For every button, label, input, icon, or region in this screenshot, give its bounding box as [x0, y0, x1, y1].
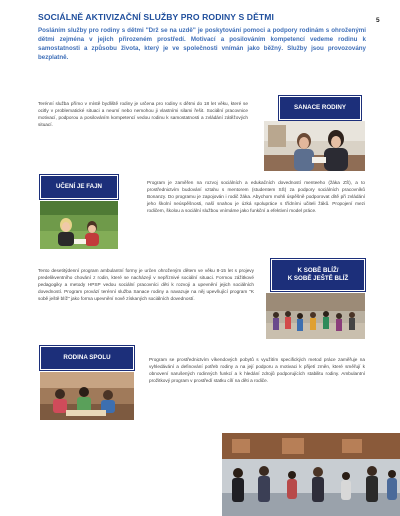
ksobe-text: Tento desetitýdenní program ambulantní formy je určen ohroženým dětem ve věku 8-15 let s projevy predelikventního chování z rodin, které se nacházejí v nepříznivé sociální situaci. Formou zážitkové pedagogiky a metody HPSP vedou sociální pracovníci děti k rozvoji a upevnění jejich sociálních dovedností. Program provází terénní služba Sanace rodiny a navazuje na něj upevňující program "K sobě ještě blíž" jako forma upevnění nově získaných sociálních dovedností.	[38, 268, 254, 301]
family-outdoor-photo	[222, 433, 400, 516]
page-title: SOCIÁLNĚ AKTIVIZAČNÍ SLUŽBY PRO RODINY S DĚTMI	[38, 12, 275, 22]
sanace-badge: SANACE RODINY	[279, 96, 361, 120]
page-number: 5	[376, 17, 380, 24]
uceni-badge: UČENÍ JE FAJN	[40, 175, 118, 199]
rodina-text: Program se prostřednictvím víkendových pobytů s využitím specifických metod práce zaměřuje na vyhledávání a definování potřeb rodiny a na její podporu a motivaci k přijetí změn, které směřují k obnovení narušených rodinných funkcí a k hledání zdrojů podporujících stabilitu rodiny. Ambulantní prožitkový program v prostředí statku cílí na děti a rodiče.	[149, 357, 365, 383]
ksobe-badge-line2: K SOBĚ JEŠTĚ BLÍŽ	[287, 275, 349, 282]
ksobe-photo	[266, 293, 365, 339]
rodina-photo	[40, 372, 134, 420]
rodina-badge: RODINA SPOLU	[40, 346, 134, 370]
intro-paragraph: Posláním služby pro rodiny s dětmi "Drž se na uzdě" je poskytování pomoci a podpory rodinám s ohroženými dětmi zejména v jejich přirozeném prostředí. Motivací a posilováním kompetencí vedeme rodinu k samostatnosti a způsobu života, který je ve společnosti vnímán jako běžný. Služby jsou provozovány bezplatně.	[38, 27, 366, 61]
ksobe-badge-line1: K SOBĚ BLÍŽ/	[297, 267, 339, 274]
uceni-text: Program je zaměřen na rozvoj sociálních a edukačních dovedností menteeho (žáka ZŠ), a to prostřednictvím budování vztahu s mentorem (studentem SŠ) za podpory sociálních pracovníků Bonanzy. Do programu je zapojován i rodič žáka. Abychom mohli úspěšně podporovat dítě při zvládání jeho školní neúspěšnosti, naší snahou je úzká spolupráce s třídními učiteli žáků. Propojení mezi rodičem, školou a sociální službou vnímáme jako funkční a efektivní model práce.	[147, 180, 365, 213]
ksobe-badge	[271, 259, 365, 291]
uceni-photo	[40, 201, 118, 249]
sanace-photo	[264, 121, 365, 171]
sanace-text: Terénní služba přímo v místě bydliště rodiny je určena pro rodiny s dětmi do 18 let věku, které se ocitly v problematické situaci a neumí nebo nemohou ji vlastními silami řešit. Sociální pracovnice motivací, podporou a posilováním kompetencí vedou rodinu k samostatnosti a zvládání zátěžových situací.	[38, 101, 248, 127]
